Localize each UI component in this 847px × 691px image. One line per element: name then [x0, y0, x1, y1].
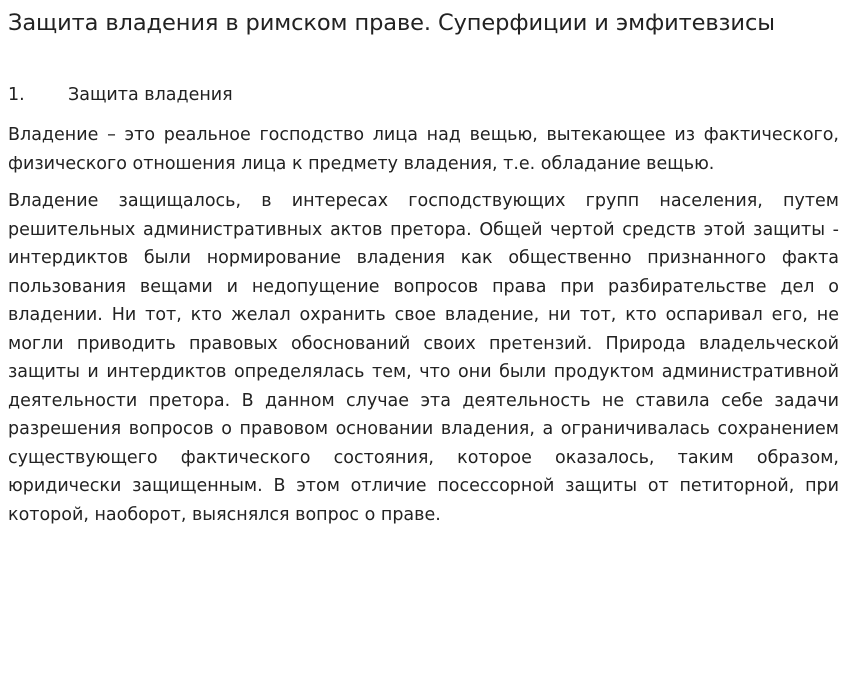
paragraph-possession-definition: Владение – это реальное господство лица над вещью, вытекающее из фактического, физического отношения лица к предмету владения, т.е. обладание вещью. — [8, 125, 839, 174]
section-heading — [8, 83, 839, 107]
section-number: 1. — [8, 85, 25, 105]
document-body — [8, 0, 839, 529]
paragraph-possession-protection: Владение защищалось, в интересах господствующих групп населения, путем решительных административных актов претора. Общей чертой средств этой защиты - интердиктов были нормирование владения как общественно признанного факта пользования вещами и недопущение вопросов права при разбирательстве дел о владении. Ни тот, кто желал охранить свое владение, ни тот, кто оспаривал его, не могли приводить правовых обоснований своих претензий. Природа владельческой защиты и интердиктов определялась тем, что они были продуктом административной деятельности претора. В данном случае эта деятельность не ставила себе задачи разрешения вопросов о правовом основании владения, а ограничивалась сохранением существующего фактического состояния, которое оказалось, таким образом, юридически защищенным. В этом отличие посессорной защиты от петиторной, при которой, наоборот, выяснялся вопрос о праве. — [8, 191, 839, 525]
document-title: Защита владения в римском праве. Суперфиции и эмфитевзисы — [8, 10, 775, 36]
section-title: Защита владения — [68, 85, 233, 105]
